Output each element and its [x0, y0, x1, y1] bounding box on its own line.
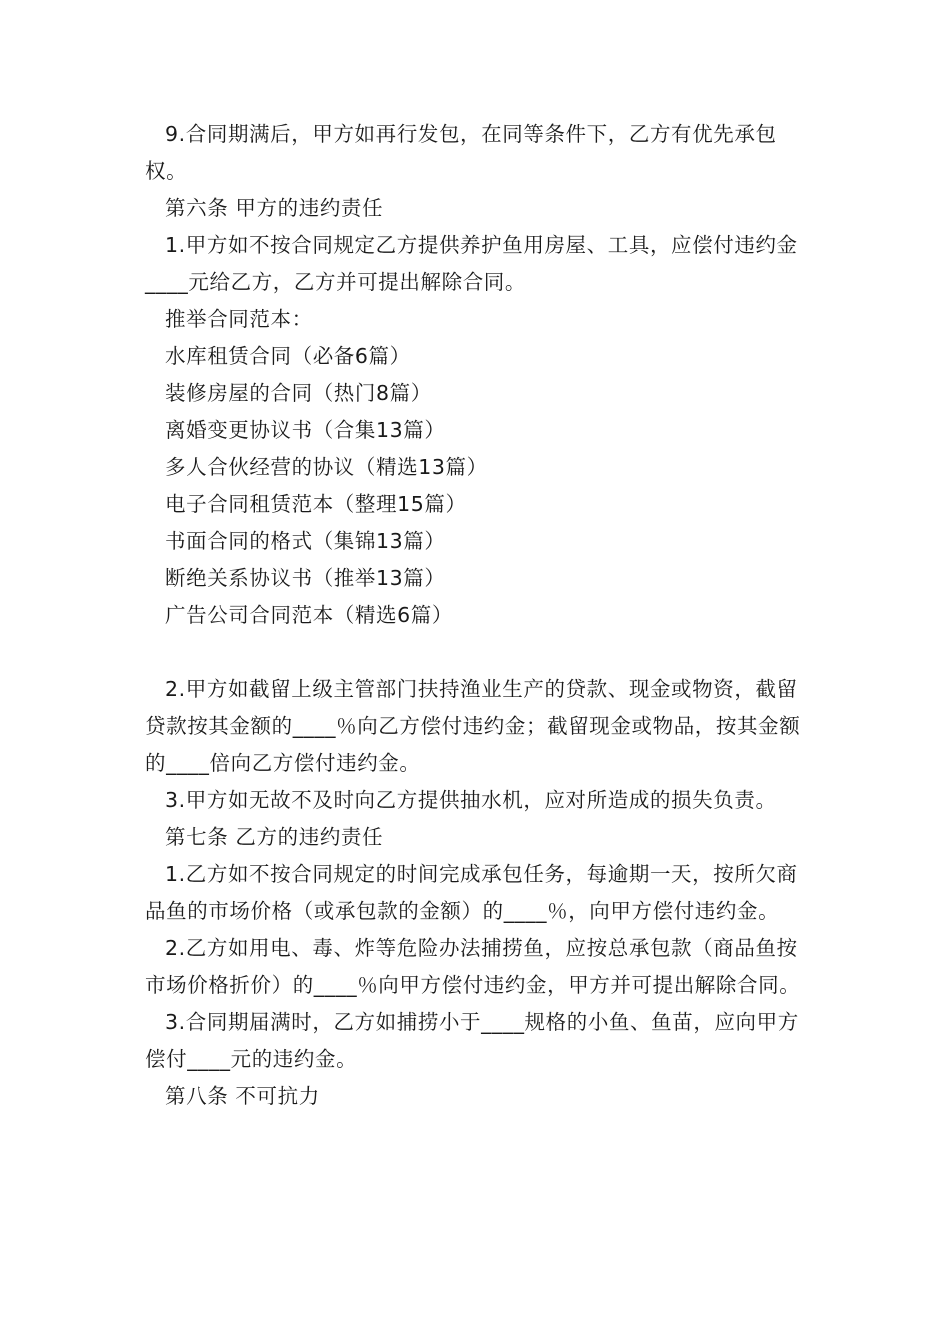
- document-page: [145, 116, 807, 1115]
- paragraph-party-a-breach-2: 2.甲方如截留上级主管部门扶持渔业生产的贷款、现金或物资，截留贷款按其金额的____％向乙方偿付违约金；截留现金或物品，按其金额的____倍向乙方偿付违约金。: [145, 677, 801, 775]
- heading-article-6: 第六条 甲方的违约责任: [165, 196, 384, 220]
- paragraph-party-b-breach-1: 1.乙方如不按合同规定的时间完成承包任务，每逾期一天，按所欠商品鱼的市场价格（或承包款的金额）的____％，向甲方偿付违约金。: [145, 862, 798, 923]
- recommended-template-item[interactable]: 广告公司合同范本（精选6篇）: [165, 603, 453, 627]
- recommended-template-item[interactable]: 断绝关系协议书（推举13篇）: [165, 566, 446, 590]
- paragraph-party-b-breach-2: 2.乙方如用电、毒、炸等危险办法捕捞鱼，应按总承包款（商品鱼按市场价格折价）的____％向甲方偿付违约金，甲方并可提出解除合同。: [145, 936, 801, 997]
- paragraph-party-b-breach-3: 3.合同期届满时，乙方如捕捞小于____规格的小鱼、鱼苗，应向甲方偿付____元的违约金。: [145, 1010, 799, 1071]
- recommended-template-item[interactable]: 多人合伙经营的协议（精选13篇）: [165, 455, 488, 479]
- recommended-template-item[interactable]: 离婚变更协议书（合集13篇）: [165, 418, 446, 442]
- recommended-templates-heading: 推举合同范本：: [165, 307, 313, 331]
- paragraph-party-a-breach-3: 3.甲方如无故不及时向乙方提供抽水机，应对所造成的损失负责。: [165, 788, 777, 812]
- paragraph-expiry-priority: 9.合同期满后，甲方如再行发包，在同等条件下，乙方有优先承包权。: [145, 122, 777, 183]
- heading-article-7: 第七条 乙方的违约责任: [165, 825, 384, 849]
- recommended-template-item[interactable]: 电子合同租赁范本（整理15篇）: [165, 492, 467, 516]
- recommended-template-item[interactable]: 装修房屋的合同（热门8篇）: [165, 381, 432, 405]
- heading-article-8: 第八条 不可抗力: [165, 1084, 320, 1108]
- paragraph-spacer: [145, 634, 807, 671]
- recommended-template-item[interactable]: 书面合同的格式（集锦13篇）: [165, 529, 446, 553]
- recommended-template-item[interactable]: 水库租赁合同（必备6篇）: [165, 344, 411, 368]
- paragraph-party-a-breach-1: 1.甲方如不按合同规定乙方提供养护鱼用房屋、工具，应偿付违约金____元给乙方，乙方并可提出解除合同。: [145, 233, 798, 294]
